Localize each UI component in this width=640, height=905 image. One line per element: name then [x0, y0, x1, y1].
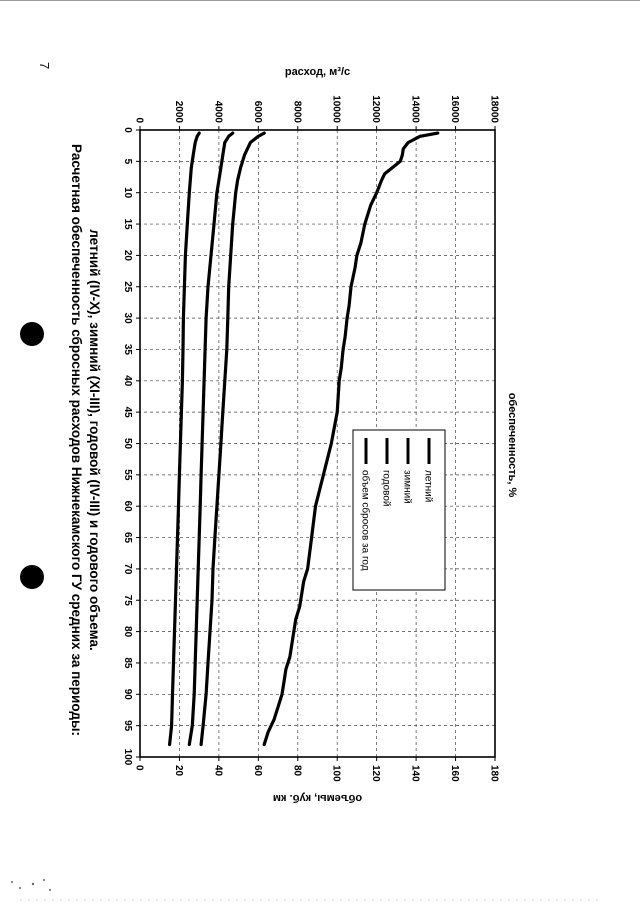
y2-tick-label: 0 — [133, 765, 145, 771]
series-line-2 — [189, 133, 232, 744]
x-tick-labels — [122, 127, 140, 766]
y-tick-label: 12000 — [370, 95, 382, 123]
y-tick-labels — [134, 95, 500, 130]
y-tick-label: 2000 — [172, 100, 184, 123]
y-tick-label: 18000 — [488, 95, 500, 123]
y-axis-title: расход, м³/с — [284, 66, 351, 78]
page-number: 7 — [37, 62, 52, 70]
legend — [353, 430, 445, 590]
x-axis-title: обеспеченность, % — [506, 392, 518, 498]
x-tick-label: 85 — [122, 657, 133, 669]
x-tick-label: 40 — [122, 375, 133, 387]
x-tick-label: 75 — [122, 594, 133, 606]
x-tick-label: 15 — [122, 218, 133, 230]
legend-label: летний — [422, 470, 434, 503]
x-tick-label: 65 — [122, 531, 133, 544]
y2-axis-title: объемы, куб. км — [272, 792, 363, 804]
y-tick-label: 0 — [133, 117, 145, 123]
scan-artifacts — [0, 870, 640, 905]
legend-label: объем сбросов за год — [359, 470, 371, 571]
y-tick-label: 4000 — [212, 100, 224, 123]
x-tick-label: 35 — [122, 343, 133, 356]
chart-title: Расчетная обеспеченность сбросных расходов Нижнекамского ГУ средних за периоды: — [69, 144, 84, 736]
y2-tick-label: 160 — [449, 765, 461, 782]
y-tick-label: 10000 — [330, 95, 342, 123]
legend-label: зимний — [401, 470, 413, 504]
y2-tick-label: 180 — [488, 765, 500, 782]
x-tick-label: 5 — [122, 158, 133, 165]
x-tick-label: 70 — [122, 563, 133, 575]
y-tick-label: 16000 — [449, 95, 461, 123]
y2-tick-label: 80 — [291, 765, 303, 777]
rotated-chart-container — [40, 0, 640, 804]
y2-tick-label: 20 — [172, 765, 184, 777]
chart-subtitle: летний (IV-X), зимний (XI-III), годовой (IV-III) и годового объема. — [87, 229, 102, 651]
x-tick-label: 25 — [122, 281, 133, 293]
y2-tick-label: 60 — [251, 765, 263, 777]
x-tick-label: 50 — [122, 437, 133, 450]
x-tick-label: 30 — [122, 312, 133, 324]
x-tick-label: 10 — [122, 187, 133, 199]
x-tick-label: 90 — [122, 688, 133, 700]
x-tick-label: 20 — [122, 249, 133, 261]
y-tick-label: 8000 — [291, 100, 303, 123]
series-line-1 — [201, 133, 264, 744]
x-tick-label: 0 — [122, 127, 133, 133]
y-tick-label: 6000 — [251, 100, 263, 123]
y2-tick-labels — [134, 757, 500, 782]
legend-label: годовой — [380, 470, 392, 507]
y-tick-label: 14000 — [409, 95, 421, 123]
x-tick-label: 80 — [122, 626, 133, 638]
y2-tick-label: 140 — [409, 765, 421, 782]
y2-tick-label: 100 — [330, 765, 342, 782]
x-tick-label: 95 — [122, 720, 133, 732]
x-tick-label: 60 — [122, 500, 133, 512]
chart — [40, 0, 640, 804]
y2-tick-label: 40 — [212, 765, 224, 777]
x-tick-label: 55 — [122, 469, 133, 481]
x-tick-label: 45 — [122, 406, 133, 418]
y2-tick-label: 120 — [370, 765, 382, 782]
x-tick-label: 100 — [122, 748, 133, 766]
